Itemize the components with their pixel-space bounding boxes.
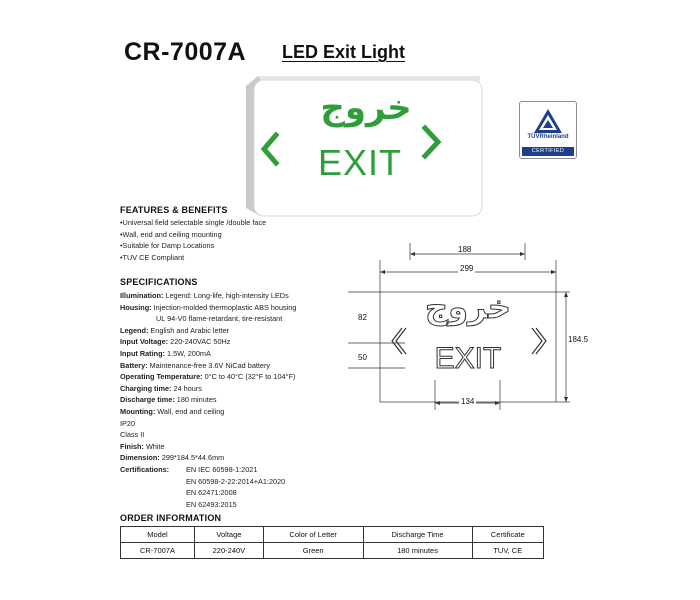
spec-dimension: Dimension: 299*184.5*44.6mm [120,453,225,463]
features-heading: FEATURES & BENEFITS [120,205,228,215]
order-heading: ORDER INFORMATION [120,513,222,523]
table-cell: CR-7007A [121,543,195,559]
table-row [121,543,544,559]
spec-certifications: Certifications: EN IEC 60598-1:2021 [120,464,258,474]
dim-height-overall: 184.5 [568,335,589,344]
dim-width-overall: 299 [460,264,474,273]
spec-ip: IP20 [120,418,136,428]
tuv-certification-badge [519,101,577,159]
product-image [240,70,485,220]
table-cell: TUV, CE [472,543,543,559]
feature-item: •Universal field selectable single /double face [120,218,267,227]
features-list [120,217,266,263]
dim-bottom-width: 134 [461,397,475,406]
product-name: LED Exit Light [282,42,405,62]
dim-width-top: 188 [458,245,472,254]
tuv-brand: TÜVRheinland [527,134,569,140]
spec-mounting: Mounting: Wall, end and ceiling [120,406,225,416]
feature-item: •Suitable for Damp Locations [120,241,215,251]
cert-item: EN 62493:2015 [186,499,237,509]
dim-lower-offset: 50 [358,353,367,362]
column-header: Voltage [194,527,263,543]
model-title: CR-7007A [124,38,247,66]
column-header: Discharge Time [363,527,472,543]
column-header: Model [121,527,195,543]
sign-exit-text: EXIT [317,142,402,183]
spec-class: Class II [120,430,145,440]
drawing-arabic-text: خروج [425,288,511,326]
specifications-heading: SPECIFICATIONS [120,277,198,287]
sign-arabic-text: خروج [320,88,412,128]
spec-battery: Battery: Maintenance-free 3.6V NiCad battery [120,360,271,370]
certified-label: CERTIFIED [522,147,574,156]
table-cell: 180 minutes [363,543,472,559]
table-cell: Green [263,543,363,559]
column-header: Color of Letter [263,527,363,543]
spec-input-rating: Input Rating: 1.5W, 200mA [120,348,211,358]
cert-item: EN 62471:2008 [186,488,237,498]
spec-illumination: Illumination: Legend: Long-life, high-intensity LEDs [120,291,289,300]
spec-legend: Legend: English and Arabic letter [120,325,230,335]
order-table [120,526,544,559]
feature-item: •Wall, end and ceiling mounting [120,229,222,239]
drawing-exit-text: EXIT [434,342,502,375]
spec-charging-time: Charging time: 24 hours [120,383,202,393]
tuv-triangle-icon [533,108,563,134]
feature-item: •TUV CE Compliant [120,252,185,262]
specifications-list [120,290,296,510]
dim-upper-offset: 82 [358,313,367,322]
spec-discharge-time: Discharge time: 180 minutes [120,395,217,405]
cert-item: EN IEC 60598-1:2021 [186,464,258,474]
spec-housing-cont: UL 94-V0 flame-retardant, tire-resistant [156,314,283,324]
spec-housing: Housing: Injection-molded thermoplastic ABS housing [120,302,297,312]
dimension-drawing [340,240,590,415]
cert-item: EN 60598-2-22:2014+A1:2020 [186,476,286,486]
table-header-row [121,527,544,543]
column-header: Certificate [472,527,543,543]
table-cell: 220-240V [194,543,263,559]
spec-input-voltage: Input Voltage: 220-240VAC 50Hz [120,337,231,347]
spec-finish: Finish: White [120,441,165,451]
spec-operating-temp: Operating Temperature: 0°C to 40°C (32°F to 104°F) [120,372,296,382]
